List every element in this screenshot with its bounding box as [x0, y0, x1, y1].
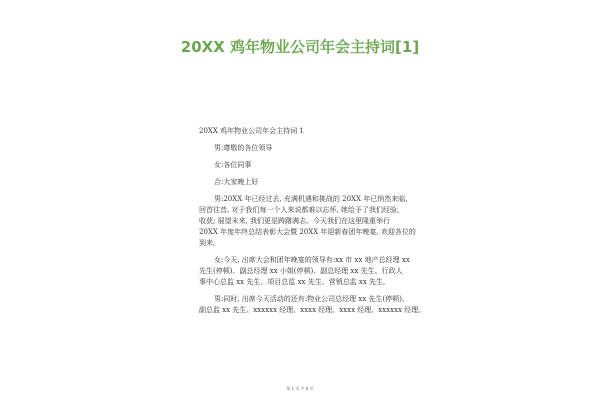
paragraph-line: 男:同时, 出席今天活动的还有:物业公司总经理 xx 先生(停顿)、	[214, 295, 409, 303]
dialogue-line: 男:尊敬的各位领导	[214, 144, 273, 152]
dialogue-line: 女:各位同事	[214, 161, 252, 169]
paragraph-line: 先生(停顿)、副总经理 xx 小姐(停顿)、副总经理 xx 先生、行政人	[199, 267, 403, 275]
page-number: 第 1 页 共 8 页	[286, 386, 314, 391]
paragraph-line: 女:今天, 出席大会和团年晚宴的领导有:xx 市 xx 地产总经理 xx	[214, 256, 410, 264]
document-heading: 20XX 鸡年物业公司年会主持词 1	[199, 127, 304, 135]
paragraph-line: 到来。	[199, 239, 220, 247]
paragraph-line: 收获; 展望未来, 我们更是踌躇满志。今天我们在这里隆重举行	[199, 217, 391, 225]
paragraph-line: 男:20XX 年已经过去, 充满机遇和挑战的 20XX 年已悄然来临,	[214, 195, 408, 203]
paragraph-line: 事中心总监 xx 先生、项目总监 xx 先生、营销总监 xx 先生。	[199, 278, 391, 286]
paragraph-line: 回首往昔, 对于我们每一个人来说都难以忘怀, 她给予了我们经验、	[199, 206, 404, 214]
document-body	[199, 126, 426, 316]
paragraph-line: 副总监 xx 先生、xxxxxx 经理、xxxx 经理、xxxx 经理、xxxxxx 经理。	[199, 306, 426, 314]
paragraph-line: 20XX 年度年终总结表彰大会暨 20XX 年迎新春团年晚宴, 欢迎各位的	[199, 228, 416, 236]
dialogue-line: 合:大家晚上好	[214, 178, 259, 186]
document-title: 20XX 鸡年物业公司年会主持词[1]	[180, 38, 420, 56]
